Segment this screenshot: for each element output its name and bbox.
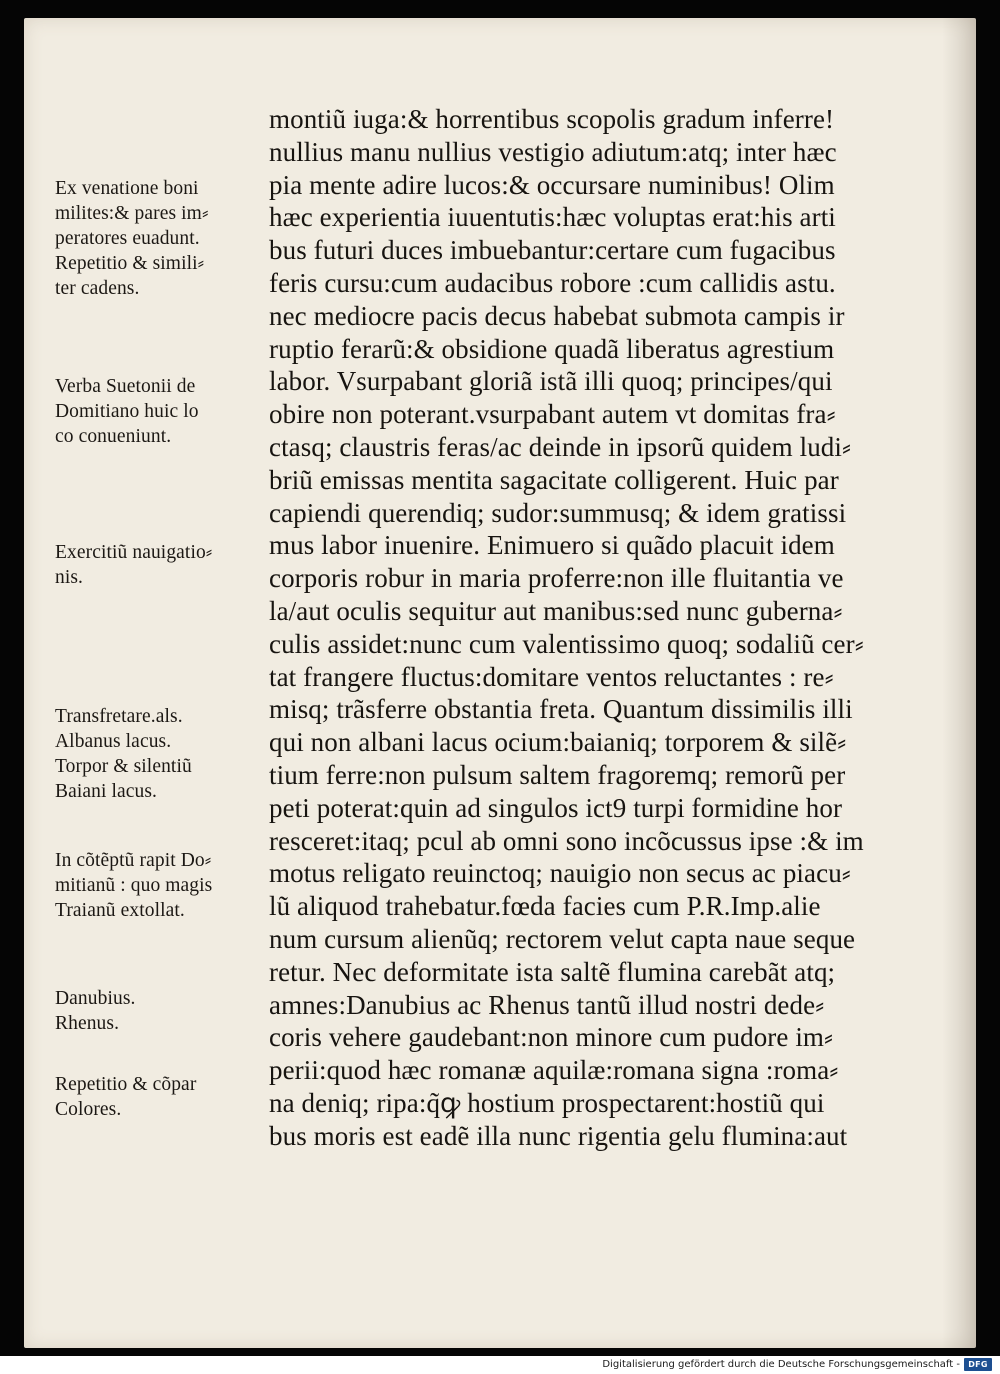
- marginal-note-colores: Repetitio & cõpar Colores.: [55, 1074, 197, 1120]
- body-line: feris cursu:cum audacibus robore :cum callidis astu.: [269, 267, 836, 298]
- dfg-logo: DFG: [964, 1358, 992, 1371]
- body-line: bus moris est eadẽ illa nunc rigentia gelu flumina:aut: [269, 1120, 848, 1151]
- body-line: motus religato reuinctoq; nauigio non secus ac piacu⸗: [269, 858, 851, 889]
- body-line: culis assidet:nunc cum valentissimo quoq; sodaliũ cer⸗: [269, 628, 864, 659]
- body-line: corporis robur in maria proferre:non ille fluitantia ve: [269, 563, 844, 594]
- body-line: mus labor inuenire. Enimuero si quãdo placuit idem: [269, 530, 835, 561]
- body-line: resceret:itaq; pcul ab omni sono incõcussus ipse :& im: [269, 825, 864, 856]
- body-line: la/aut oculis sequitur aut manibus:sed nunc guberna⸗: [269, 595, 843, 626]
- body-line: amnes:Danubius ac Rhenus tantũ illud nostri dede⸗: [269, 989, 825, 1020]
- body-line: qui non albani lacus ocium:baianiq; torporem & silẽ⸗: [269, 727, 847, 758]
- body-line: peti poterat:quin ad singulos ict9 turpi formidine hor: [269, 792, 843, 823]
- body-line: tat frangere fluctus:domitare ventos reluctantes : re⸗: [269, 661, 834, 692]
- body-line: num cursum alienũq; rectorem velut capta naue seque: [269, 923, 856, 954]
- body-line: nec mediocre pacis decus habebat submota campis ir: [269, 300, 845, 331]
- body-line: bus futuri duces imbuebantur:certare cum fugacibus: [269, 235, 836, 266]
- body-line: tium ferre:non pulsum saltem fragoremq; remorũ per: [269, 759, 846, 790]
- body-line: briũ emissas mentita sagacitate colligerent. Huic par: [269, 464, 839, 495]
- body-line: ruptio ferarũ:& obsidione quadã liberatus agrestium: [269, 333, 835, 364]
- marginal-note-navigation: Exercitiũ nauigatio⸗ nis.: [55, 542, 213, 588]
- book-page: [24, 18, 976, 1348]
- body-line: coris vehere gaudebant:non minore cum pudore im⸗: [269, 1022, 834, 1053]
- body-line: misq; trãsferre obstantia freta. Quantum dissimilis illi: [269, 694, 853, 725]
- body-line: labor. Vsurpabant gloriã istã illi quoq; principes/qui: [269, 366, 833, 397]
- body-line: lũ aliquod trahebatur.fœda facies cum P.R.Imp.alie: [269, 891, 821, 922]
- marginal-note-suetonius: Verba Suetonii de Domitiano huic lo co conueniunt.: [55, 376, 199, 447]
- marginal-note-rivers: Danubius. Rhenus.: [55, 988, 136, 1034]
- body-line: retur. Nec deformitate ista saltẽ flumina carebãt atq;: [269, 956, 836, 987]
- marginal-note-domitianus: In cõtẽptũ rapit Do⸗ mitianũ : quo magis Traianũ extollat.: [55, 850, 213, 921]
- body-line: capiendi querendiq; sudor:summusq; & idem gratissi: [269, 497, 847, 528]
- body-line: pia mente adire lucos:& occursare numinibus! Olim: [269, 169, 835, 200]
- body-line: na deniq; ripa:q̃ꝙ hostium prospectarent:hostiũ qui: [269, 1087, 825, 1118]
- funding-credit: Digitalisierung gefördert durch die Deutsche Forschungsgemeinschaft -: [602, 1359, 960, 1370]
- digitization-footer: [0, 1356, 1000, 1374]
- body-line: perii:quod hæc romanæ aquilæ:romana signa :roma⸗: [269, 1055, 839, 1086]
- body-line: montiũ iuga:& horrentibus scopolis gradum inferre!: [269, 104, 835, 134]
- body-line: hæc experientia iuuentutis:hæc voluptas erat:his arti: [269, 202, 836, 233]
- marginalia-column: [24, 18, 264, 1348]
- marginal-note-venatio: Ex venatione boni milites:& pares im⸗ peratores euadunt. Repetitio & simili⸗ ter cadens.: [55, 178, 209, 299]
- body-text: [269, 103, 959, 1153]
- body-line: obire non poterant.vsurpabant autem vt domitas fra⸗: [269, 399, 836, 430]
- body-line: nullius manu nullius vestigio adiutum:atq; inter hæc: [269, 136, 837, 167]
- marginal-note-lacus: Transfretare.als. Albanus lacus. Torpor & silentiũ Baiani lacus.: [55, 706, 192, 802]
- body-line: ctasq; claustris feras/ac deinde in ipsorũ quidem ludi⸗: [269, 431, 852, 462]
